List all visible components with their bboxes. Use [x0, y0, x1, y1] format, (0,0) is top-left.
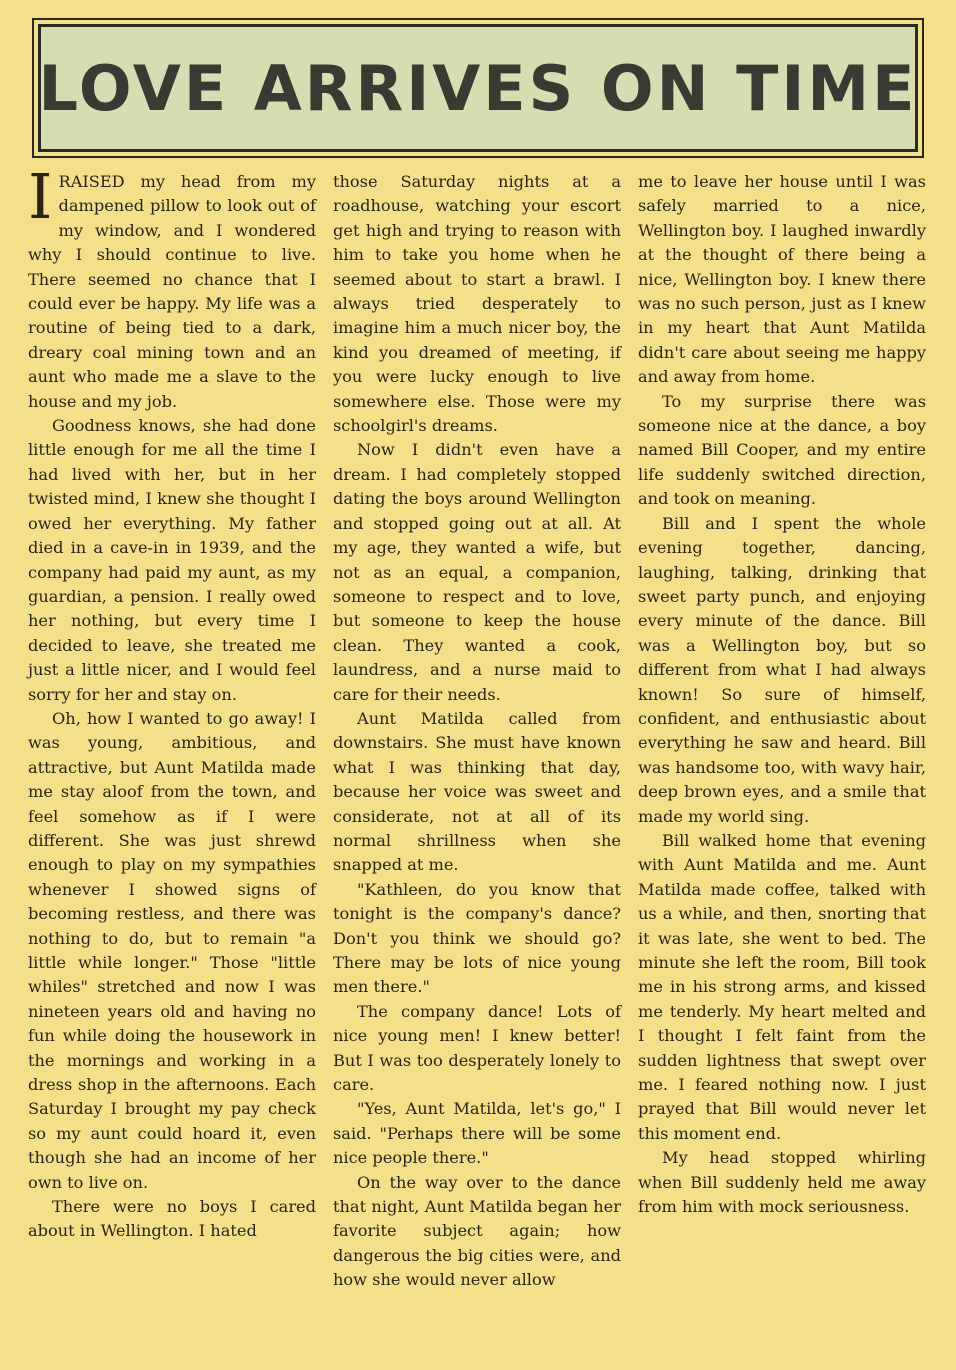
- drop-cap: I: [28, 160, 53, 233]
- paragraph: Goodness knows, she had done little enough for me all the time I had lived with her, but in her twisted mind, I knew she thought I owed her everything. My father died in a cave-in in 1939, and the company had paid my aunt, as my guardian, a pension. I really owed her nothing, but every time I decided to leave, she treated me just a little nicer, and I would feel sorry for her and stay on.: [28, 416, 316, 704]
- paragraph: My head stopped whirling when Bill suddenly held me away from him with mock seriousness.: [638, 1148, 926, 1217]
- column-1: [28, 160, 316, 1345]
- paragraph: To my surprise there was someone nice at the dance, a boy named Bill Cooper, and my entire life suddenly switched direction, and took on meaning.: [638, 391, 926, 509]
- paragraph: IRAISED my head from my dampened pillow to look out of my window, and I wondered why I should continue to live. There seemed no chance that I could ever be happy. My life was a routine of being tied to a dark, dreary coal mining town and an aunt who made me a slave to the house and my job.: [28, 160, 316, 411]
- paragraph: me to leave her house until I was safely married to a nice, Wellington boy. I laughed inwardly at the thought of there being a nice, Wellington boy. I knew there was no such person, just as I knew in my heart that Aunt Matilda didn't care about seeing me happy and away from home.: [638, 172, 926, 387]
- column-2: [333, 170, 621, 1345]
- story-columns: [28, 160, 926, 1345]
- paragraph: those Saturday nights at a roadhouse, watching your escort get high and trying to reason with him to take you home when he seemed about to start a brawl. I always tried desperately to imagine him a much nicer boy, the kind you dreamed of meeting, if you were lucky enough to live somewhere else. Those were my schoolgirl's dreams.: [333, 172, 621, 436]
- title-box: [38, 24, 918, 152]
- column-3: [638, 170, 926, 1345]
- story-title: LOVE ARRIVES ON TIME: [38, 51, 918, 125]
- paragraph: On the way over to the dance that night, Aunt Matilda began her favorite subject again; how dangerous the big cities were, and how she would never allow: [333, 1172, 621, 1290]
- paragraph: "Kathleen, do you know that tonight is the company's dance? Don't you think we should go? There may be lots of nice young men there.": [333, 879, 621, 997]
- paragraph: There were no boys I cared about in Wellington. I hated: [28, 1197, 316, 1241]
- paragraph: The company dance! Lots of nice young men! I knew better! But I was too desperately lonely to care.: [333, 1001, 621, 1095]
- paragraph: Bill and I spent the whole evening together, dancing, laughing, talking, drinking that sweet party punch, and enjoying every minute of the dance. Bill was a Wellington boy, but so different from what I had always known! So sure of himself, confident, and enthusiastic about everything he saw and heard. Bill was handsome too, with wavy hair, deep brown eyes, and a smile that made my world sing.: [638, 513, 926, 826]
- paragraph: Bill walked home that evening with Aunt Matilda and me. Aunt Matilda made coffee, talked with us a while, and then, snorting that it was late, she went to bed. The minute she left the room, Bill took me in his strong arms, and kissed me tenderly. My heart melted and I thought I felt faint from the sudden lightness that swept over me. I feared nothing now. I just prayed that Bill would never let this moment end.: [638, 830, 926, 1143]
- paragraph: Oh, how I wanted to go away! I was young, ambitious, and attractive, but Aunt Matilda made me stay aloof from the town, and feel somehow as if I were different. She was just shrewd enough to play on my sympathies whenever I showed signs of becoming restless, and there was nothing to do, but to remain "a little while longer." Those "little whiles" stretched and now I was nineteen years old and having no fun while doing the housework in the mornings and working in a dress shop in the afternoons. Each Saturday I brought my pay check so my aunt could hoard it, even though she had an income of her own to live on.: [28, 708, 316, 1192]
- paragraph: Aunt Matilda called from downstairs. She must have known what I was thinking that day, because her voice was sweet and considerate, not at all of its normal shrillness when she snapped at me.: [333, 708, 621, 875]
- paragraph: Now I didn't even have a dream. I had completely stopped dating the boys around Wellington and stopped going out at all. At my age, they wanted a wife, but not as an equal, a companion, someone to respect and to love, but someone to keep the house clean. They wanted a cook, laundress, and a nurse maid to care for their needs.: [333, 440, 621, 704]
- paragraph: "Yes, Aunt Matilda, let's go," I said. "Perhaps there will be some nice people there.": [333, 1099, 621, 1168]
